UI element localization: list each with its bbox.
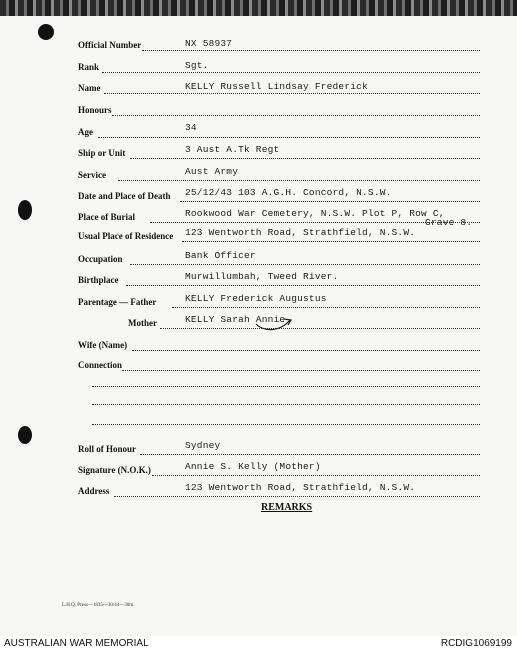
value-name: KELLY Russell Lindsay Frederick xyxy=(185,81,368,92)
field-line xyxy=(122,370,480,371)
label-honours: Honours xyxy=(78,105,112,115)
field-line xyxy=(92,404,480,405)
field-line xyxy=(152,475,480,476)
field-line xyxy=(160,328,480,329)
label-signature-nok: Signature (N.O.K.) xyxy=(78,465,151,475)
label-rank: Rank xyxy=(78,62,100,72)
field-line xyxy=(140,454,480,455)
label-place-of-burial: Place of Burial xyxy=(78,212,135,222)
field-line xyxy=(182,241,480,242)
value-occupation: Bank Officer xyxy=(185,250,256,261)
label-service: Service xyxy=(78,170,106,180)
punch-hole-icon xyxy=(18,426,32,444)
value-roll-of-honour: Sydney xyxy=(185,440,221,451)
label-father: Parentage — Father xyxy=(78,297,157,307)
label-usual-residence: Usual Place of Residence xyxy=(78,231,174,241)
value-age: 34 xyxy=(185,122,197,133)
field-line xyxy=(102,72,480,73)
field-line xyxy=(92,424,480,425)
label-official-number: Official Number xyxy=(78,40,142,50)
value-date-place-of-death: 25/12/43 103 A.G.H. Concord, N.S.W. xyxy=(185,187,392,198)
field-line xyxy=(132,350,480,351)
label-wife: Wife (Name) xyxy=(78,340,128,350)
field-line xyxy=(104,93,480,94)
label-connection: Connection xyxy=(78,360,123,370)
field-line xyxy=(180,201,480,202)
field-line xyxy=(142,50,480,51)
label-ship-or-unit: Ship or Unit xyxy=(78,148,126,158)
footer-record-id: RCDIG1069199 xyxy=(440,638,512,649)
label-date-place-of-death: Date and Place of Death xyxy=(78,191,171,201)
label-address: Address xyxy=(78,486,110,496)
printer-imprint: L.H.Q. Press—1835—10/44—30m. xyxy=(62,603,135,608)
remarks-heading: REMARKS xyxy=(261,502,313,513)
field-line xyxy=(114,496,480,497)
value-rank: Sgt. xyxy=(185,60,209,71)
value-usual-residence: 123 Wentworth Road, Strathfield, N.S.W. xyxy=(185,227,416,238)
value-place-of-burial: Rookwood War Cemetery, N.S.W. Plot P, Row C, xyxy=(185,208,445,219)
label-occupation: Occupation xyxy=(78,254,123,264)
label-roll-of-honour: Roll of Honour xyxy=(78,444,137,454)
punch-hole-icon xyxy=(38,24,54,40)
value-address: 123 Wentworth Road, Strathfield, N.S.W. xyxy=(185,482,416,493)
field-line xyxy=(130,264,480,265)
label-mother: Mother xyxy=(128,318,157,328)
field-line xyxy=(130,158,480,159)
value-place-of-burial-grave: Grave 8. xyxy=(425,217,473,228)
value-official-number: NX 58937 xyxy=(185,38,233,49)
field-line xyxy=(172,307,480,308)
value-birthplace: Murwillumbah, Tweed River. xyxy=(185,271,339,282)
label-age: Age xyxy=(78,127,93,137)
field-line xyxy=(118,180,480,181)
value-service: Aust Army xyxy=(185,166,239,177)
label-birthplace: Birthplace xyxy=(78,275,119,285)
value-ship-or-unit: 3 Aust A.Tk Regt xyxy=(185,144,280,155)
handwritten-scribble xyxy=(254,316,294,332)
scan-edge-strip xyxy=(0,0,517,16)
punch-hole-icon xyxy=(18,200,32,220)
value-mother: KELLY Sarah Annie xyxy=(185,314,286,325)
field-line xyxy=(98,137,480,138)
value-signature-nok: Annie S. Kelly (Mother) xyxy=(185,461,321,472)
field-line xyxy=(92,386,480,387)
field-line xyxy=(126,285,480,286)
label-name: Name xyxy=(78,83,101,93)
value-father: KELLY Frederick Augustus xyxy=(185,293,327,304)
footer-institution: AUSTRALIAN WAR MEMORIAL xyxy=(4,638,149,649)
field-line xyxy=(112,115,480,116)
